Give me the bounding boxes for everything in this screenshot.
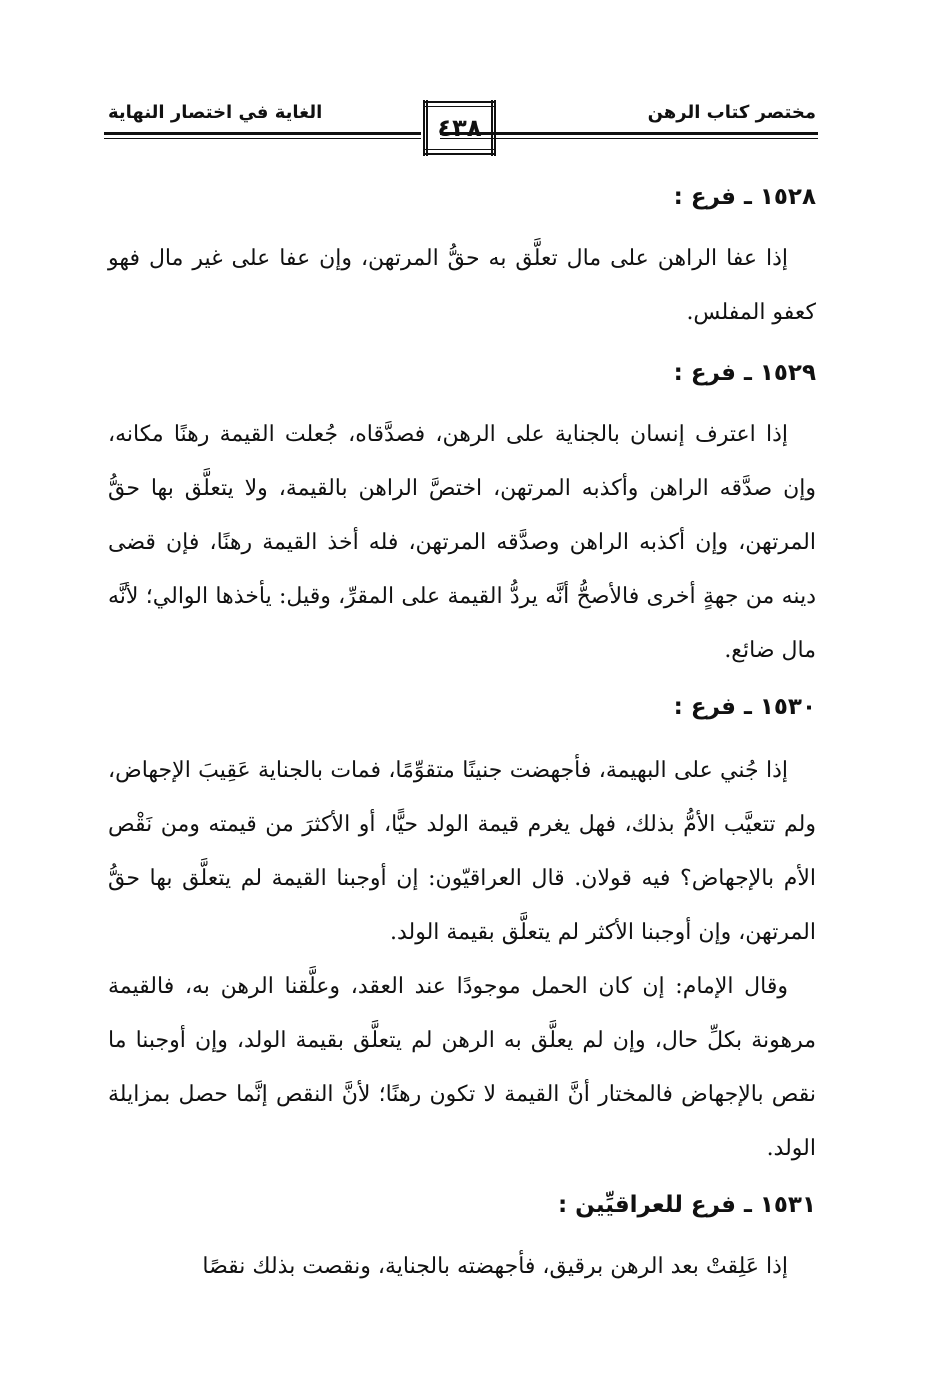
section-1531 (108, 1190, 816, 1294)
section-heading: ١٥٣١ ـ فرع للعراقيِّين : (557, 1192, 816, 1218)
paragraph: إذا اعترف إنسان بالجناية على الرهن، فصدَّقاه، جُعلت القيمة رهنًا مكانه، وإن صدَّقه الراهن وأكذبه المرتهن، اختصَّ الراهن بالقيمة، ولا يتعلَّق بها حقُّ المرتهن، وإن أكذبه الراهن وصدَّقه المرتهن، فله أخذ القيمة رهنًا، فإن قضى دينه من جهةٍ أخرى فالأصحُّ أنَّه يردُّ القيمة على المقرِّ، وقيل: يأخذها الوالي؛ لأنَّه مال ضائع. (108, 422, 816, 663)
paragraph: إذا عَلِقتْ بعد الرهن برقيق، فأجهضته بالجناية، ونقصت بذلك نقصًا (202, 1254, 788, 1279)
page-body (108, 170, 816, 1294)
header-rule-left-thin (104, 138, 421, 139)
section-heading: ١٥٣٠ ـ فرع : (673, 694, 816, 720)
paragraph: إذا عفا الراهن على مال تعلَّق به حقُّ المرتهن، وإن عفا على غير مال فهو كعفو المفلس. (108, 246, 816, 325)
paragraph: وقال الإمام: إن كان الحمل موجودًا عند العقد، وعلَّقنا الرهن به، فالقيمة مرهونة بكلِّ حال، وإن لم يعلَّق به الرهن لم يتعلَّق بقيمة الولد، وإن أوجبنا ما نقص بالإجهاض فالمختار أنَّ القيمة لا تكون رهنًا؛ لأنَّ النقص إنَّما حصل بمزايلة الولد. (108, 974, 816, 1161)
page-number-frame (421, 100, 498, 156)
header-rule-left-thick (104, 132, 421, 135)
running-header-chapter: مختصر كتاب الرهن (647, 102, 816, 123)
frame-bar-top-inner (425, 106, 494, 107)
section-1530 (108, 692, 816, 1176)
paragraph: إذا جُني على البهيمة، فأجهضت جنينًا متقوِّمًا، فمات بالجناية عَقِيبَ الإجهاض، ولم تتعيَّب الأمُّ بذلك، فهل يغرم قيمة الولد حيًّا، أو الأكثرَ من قيمته ومن نَقْص الأم بالإجهاض؟ فيه قولان. قال العراقيّون: إن أوجبنا القيمة لم يتعلَّق بها حقُّ المرتهن، وإن أوجبنا الأكثر لم يتعلَّق بقيمة الولد. (108, 758, 816, 945)
section-heading: ١٥٢٩ ـ فرع : (673, 360, 816, 386)
section-heading: ١٥٢٨ ـ فرع : (673, 184, 816, 210)
frame-bar-bottom (425, 153, 494, 155)
frame-bar-top (425, 101, 494, 103)
running-header-book-title: الغاية في اختصار النهاية (108, 102, 323, 123)
frame-bar-bottom-inner (425, 149, 494, 150)
page-number: ٤٣٨ (437, 114, 482, 142)
section-1528 (108, 182, 816, 340)
section-1529 (108, 358, 816, 678)
